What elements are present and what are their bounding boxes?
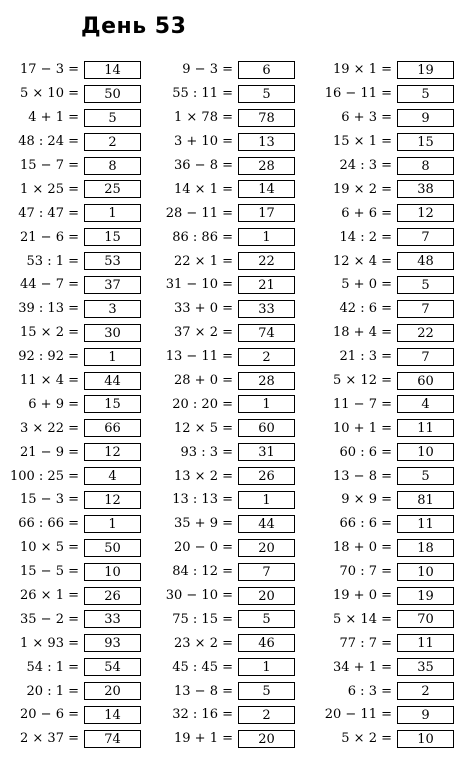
answer-box[interactable]: 81 bbox=[397, 491, 454, 509]
problem-expression: 16 − 11 = bbox=[324, 86, 392, 102]
page-title: День 53 bbox=[81, 14, 187, 39]
problem-expression: 35 + 9 = bbox=[174, 516, 233, 532]
problem-expression: 53 : 1 = bbox=[26, 253, 79, 269]
answer-box[interactable]: 9 bbox=[397, 706, 454, 724]
problem-expression: 12 × 4 = bbox=[333, 253, 392, 269]
answer-box[interactable]: 10 bbox=[397, 563, 454, 581]
answer-box[interactable]: 35 bbox=[397, 658, 454, 676]
problem-expression: 28 − 11 = bbox=[165, 205, 233, 221]
answer-box[interactable]: 20 bbox=[238, 730, 295, 748]
problem-expression: 20 − 6 = bbox=[20, 707, 79, 723]
problem-row bbox=[0, 154, 454, 178]
answer-box[interactable]: 14 bbox=[84, 61, 141, 79]
answer-box[interactable]: 10 bbox=[397, 730, 454, 748]
answer-box[interactable]: 44 bbox=[84, 372, 141, 390]
problem-expression: 9 − 3 = bbox=[182, 62, 233, 78]
answer-box[interactable]: 50 bbox=[84, 539, 141, 557]
problem-row bbox=[0, 727, 454, 751]
answer-box[interactable]: 22 bbox=[238, 252, 295, 270]
problem-expression: 75 : 15 = bbox=[172, 611, 233, 627]
answer-box[interactable]: 19 bbox=[397, 587, 454, 605]
problem-expression: 6 + 6 = bbox=[341, 205, 392, 221]
answer-box[interactable]: 21 bbox=[238, 276, 295, 294]
answer-box[interactable]: 1 bbox=[238, 491, 295, 509]
answer-box[interactable]: 66 bbox=[84, 419, 141, 437]
problem-row bbox=[0, 82, 454, 106]
answer-box[interactable]: 78 bbox=[238, 109, 295, 127]
problem-expression: 20 − 0 = bbox=[174, 540, 233, 556]
answer-box[interactable]: 1 bbox=[84, 515, 141, 533]
problem-expression: 20 : 20 = bbox=[172, 396, 233, 412]
problem-expression: 86 : 86 = bbox=[172, 229, 233, 245]
problem-expression: 66 : 66 = bbox=[18, 516, 79, 532]
problem-expression: 21 : 3 = bbox=[339, 349, 392, 365]
answer-box[interactable]: 3 bbox=[84, 300, 141, 318]
problem-expression: 5 × 12 = bbox=[333, 373, 392, 389]
problem-expression: 1 × 25 = bbox=[20, 181, 79, 197]
answer-box[interactable]: 1 bbox=[84, 348, 141, 366]
problem-row bbox=[0, 392, 454, 416]
problem-expression: 93 : 3 = bbox=[180, 444, 233, 460]
answer-box[interactable]: 74 bbox=[238, 324, 295, 342]
answer-box[interactable]: 26 bbox=[84, 587, 141, 605]
answer-box[interactable]: 53 bbox=[84, 252, 141, 270]
answer-box[interactable]: 5 bbox=[238, 682, 295, 700]
problem-expression: 13 − 11 = bbox=[165, 349, 233, 365]
answer-box[interactable]: 74 bbox=[84, 730, 141, 748]
problem-row bbox=[0, 106, 454, 130]
problem-expression: 18 + 0 = bbox=[333, 540, 392, 556]
problem-expression: 2 × 37 = bbox=[20, 731, 79, 747]
answer-box[interactable]: 31 bbox=[238, 443, 295, 461]
problem-expression: 15 − 3 = bbox=[20, 492, 79, 508]
problem-expression: 54 : 1 = bbox=[26, 659, 79, 675]
answer-box[interactable]: 70 bbox=[397, 610, 454, 628]
problem-expression: 19 + 1 = bbox=[174, 731, 233, 747]
problem-expression: 42 : 6 = bbox=[339, 301, 392, 317]
problem-expression: 19 × 1 = bbox=[333, 62, 392, 78]
problem-expression: 84 : 12 = bbox=[172, 564, 233, 580]
problem-expression: 1 × 78 = bbox=[174, 110, 233, 126]
problem-row bbox=[0, 130, 454, 154]
answer-box[interactable]: 20 bbox=[84, 682, 141, 700]
answer-box[interactable]: 2 bbox=[238, 706, 295, 724]
problem-expression: 66 : 6 = bbox=[339, 516, 392, 532]
problem-expression: 32 : 16 = bbox=[172, 707, 233, 723]
problem-expression: 24 : 3 = bbox=[339, 158, 392, 173]
answer-box[interactable]: 15 bbox=[84, 228, 141, 246]
problem-expression: 15 − 5 = bbox=[20, 564, 79, 580]
answer-box[interactable]: 15 bbox=[84, 395, 141, 413]
answer-box[interactable]: 18 bbox=[397, 539, 454, 557]
problem-expression: 33 + 0 = bbox=[174, 301, 233, 317]
problem-expression: 6 + 9 = bbox=[28, 396, 79, 412]
problem-expression: 28 + 0 = bbox=[174, 373, 233, 389]
problem-row bbox=[0, 297, 454, 321]
problem-row bbox=[0, 464, 454, 488]
problem-row bbox=[0, 225, 454, 249]
answer-box[interactable]: 11 bbox=[397, 634, 454, 652]
problem-expression: 3 × 22 = bbox=[20, 420, 79, 436]
problem-expression: 34 + 1 = bbox=[333, 659, 392, 675]
problem-row bbox=[0, 440, 454, 464]
answer-box[interactable]: 38 bbox=[397, 180, 454, 198]
problem-expression: 19 + 0 = bbox=[333, 588, 392, 604]
answer-box[interactable]: 26 bbox=[238, 467, 295, 485]
answer-box[interactable]: 60 bbox=[238, 419, 295, 437]
problem-expression: 15 × 2 = bbox=[20, 325, 79, 341]
problem-expression: 5 + 0 = bbox=[341, 277, 392, 293]
problem-expression: 48 : 24 = bbox=[18, 134, 79, 150]
answer-box[interactable]: 5 bbox=[397, 276, 454, 294]
problem-expression: 20 − 11 = bbox=[324, 707, 392, 723]
problem-expression: 55 : 11 = bbox=[172, 86, 233, 102]
answer-box[interactable]: 28 bbox=[238, 157, 295, 175]
answer-box[interactable]: 8 bbox=[397, 157, 454, 175]
problem-row bbox=[0, 631, 454, 655]
answer-box[interactable]: 1 bbox=[238, 395, 295, 413]
answer-box[interactable]: 30 bbox=[84, 324, 141, 342]
problem-expression: 47 : 47 = bbox=[18, 205, 79, 221]
answer-box[interactable]: 33 bbox=[84, 610, 141, 628]
answer-box[interactable]: 7 bbox=[397, 348, 454, 366]
problem-expression: 31 − 10 = bbox=[165, 277, 233, 293]
problem-expression: 13 × 2 = bbox=[174, 468, 233, 484]
problem-expression: 18 + 4 = bbox=[333, 325, 392, 341]
problem-expression: 39 : 13 = bbox=[18, 301, 79, 317]
problem-column-3 bbox=[0, 58, 454, 751]
answer-box[interactable]: 12 bbox=[397, 204, 454, 222]
problem-expression: 70 : 7 = bbox=[339, 564, 392, 580]
problem-row bbox=[0, 416, 454, 440]
answer-box[interactable]: 7 bbox=[238, 563, 295, 581]
answer-box[interactable]: 54 bbox=[84, 658, 141, 676]
problem-expression: 23 × 2 = bbox=[174, 635, 233, 651]
answer-box[interactable]: 37 bbox=[84, 276, 141, 294]
answer-box[interactable]: 7 bbox=[397, 300, 454, 318]
problem-expression: 17 − 3 = bbox=[20, 62, 79, 78]
problem-row bbox=[0, 560, 454, 584]
problem-expression: 6 : 3 = bbox=[347, 683, 392, 699]
answer-box[interactable]: 33 bbox=[238, 300, 295, 318]
problem-expression: 13 − 8 = bbox=[174, 683, 233, 699]
answer-box[interactable]: 14 bbox=[238, 180, 295, 198]
problem-row bbox=[0, 201, 454, 225]
answer-box[interactable]: 12 bbox=[84, 443, 141, 461]
answer-box[interactable]: 6 bbox=[238, 61, 295, 79]
answer-box[interactable]: 5 bbox=[397, 85, 454, 103]
problem-row bbox=[0, 512, 454, 536]
problem-expression: 9 × 9 = bbox=[341, 492, 392, 508]
problem-expression: 5 × 10 = bbox=[20, 86, 79, 102]
problem-expression: 60 : 6 = bbox=[339, 444, 392, 460]
problem-row bbox=[0, 273, 454, 297]
problem-row bbox=[0, 58, 454, 82]
problem-expression: 26 × 1 = bbox=[20, 588, 79, 604]
answer-box[interactable]: 5 bbox=[397, 467, 454, 485]
problem-expression: 36 − 8 = bbox=[174, 158, 233, 173]
answer-box[interactable]: 2 bbox=[397, 682, 454, 700]
answer-box[interactable]: 7 bbox=[397, 228, 454, 246]
answer-box[interactable]: 10 bbox=[84, 563, 141, 581]
answer-box[interactable]: 15 bbox=[397, 133, 454, 151]
problem-expression: 3 + 10 = bbox=[174, 134, 233, 150]
problem-expression: 44 − 7 = bbox=[20, 277, 79, 293]
problem-expression: 35 − 2 = bbox=[20, 611, 79, 627]
answer-box[interactable]: 44 bbox=[238, 515, 295, 533]
answer-box[interactable]: 5 bbox=[238, 85, 295, 103]
answer-box[interactable]: 93 bbox=[84, 634, 141, 652]
problem-expression: 12 × 5 = bbox=[174, 420, 233, 436]
problem-row bbox=[0, 488, 454, 512]
problem-row bbox=[0, 369, 454, 393]
problem-expression: 4 + 1 = bbox=[28, 110, 79, 126]
problem-row bbox=[0, 679, 454, 703]
problem-expression: 15 × 1 = bbox=[333, 134, 392, 150]
problem-expression: 30 − 10 = bbox=[165, 588, 233, 604]
problem-expression: 100 : 25 = bbox=[9, 468, 79, 484]
problem-row bbox=[0, 584, 454, 608]
answer-box[interactable]: 1 bbox=[84, 204, 141, 222]
answer-box[interactable]: 48 bbox=[397, 252, 454, 270]
answer-box[interactable]: 14 bbox=[84, 706, 141, 724]
answer-box[interactable]: 11 bbox=[397, 419, 454, 437]
answer-box[interactable]: 13 bbox=[238, 133, 295, 151]
problem-expression: 15 − 7 = bbox=[20, 158, 79, 173]
problem-expression: 45 : 45 = bbox=[172, 659, 233, 675]
problem-expression: 11 − 7 = bbox=[333, 396, 392, 412]
problem-row bbox=[0, 703, 454, 727]
problem-expression: 37 × 2 = bbox=[174, 325, 233, 341]
problem-expression: 13 − 8 = bbox=[333, 468, 392, 484]
problem-expression: 14 : 2 = bbox=[339, 229, 392, 245]
problem-expression: 6 + 3 = bbox=[341, 110, 392, 126]
problem-row bbox=[0, 345, 454, 369]
answer-box[interactable]: 50 bbox=[84, 85, 141, 103]
problem-row bbox=[0, 536, 454, 560]
problem-expression: 21 − 6 = bbox=[20, 229, 79, 245]
answer-box[interactable]: 11 bbox=[397, 515, 454, 533]
problem-expression: 13 : 13 = bbox=[172, 492, 233, 508]
problem-expression: 5 × 14 = bbox=[333, 611, 392, 627]
problem-expression: 10 × 5 = bbox=[20, 540, 79, 556]
problem-expression: 19 × 2 = bbox=[333, 181, 392, 197]
problem-row bbox=[0, 177, 454, 201]
problem-row bbox=[0, 321, 454, 345]
problem-expression: 11 × 4 = bbox=[20, 373, 79, 389]
answer-box[interactable]: 2 bbox=[84, 133, 141, 151]
answer-box[interactable]: 5 bbox=[84, 109, 141, 127]
answer-box[interactable]: 10 bbox=[397, 443, 454, 461]
problem-expression: 22 × 1 = bbox=[174, 253, 233, 269]
answer-box[interactable]: 4 bbox=[397, 395, 454, 413]
answer-box[interactable]: 60 bbox=[397, 372, 454, 390]
answer-box[interactable]: 20 bbox=[238, 539, 295, 557]
answer-box[interactable]: 2 bbox=[238, 348, 295, 366]
problem-expression: 21 − 9 = bbox=[20, 444, 79, 460]
answer-box[interactable]: 1 bbox=[238, 658, 295, 676]
problem-row bbox=[0, 607, 454, 631]
answer-box[interactable]: 17 bbox=[238, 204, 295, 222]
problem-row bbox=[0, 655, 454, 679]
answer-box[interactable]: 19 bbox=[397, 61, 454, 79]
problem-row bbox=[0, 249, 454, 273]
answer-box[interactable]: 8 bbox=[84, 157, 141, 175]
answer-box[interactable]: 28 bbox=[238, 372, 295, 390]
answer-box[interactable]: 46 bbox=[238, 634, 295, 652]
answer-box[interactable]: 22 bbox=[397, 324, 454, 342]
problem-expression: 10 + 1 = bbox=[333, 420, 392, 436]
problem-expression: 14 × 1 = bbox=[174, 181, 233, 197]
problem-expression: 5 × 2 = bbox=[341, 731, 392, 747]
answer-box[interactable]: 5 bbox=[238, 610, 295, 628]
answer-box[interactable]: 25 bbox=[84, 180, 141, 198]
problem-expression: 92 : 92 = bbox=[18, 349, 79, 365]
problem-expression: 77 : 7 = bbox=[339, 635, 392, 651]
problem-expression: 20 : 1 = bbox=[26, 683, 79, 699]
answer-box[interactable]: 12 bbox=[84, 491, 141, 509]
answer-box[interactable]: 4 bbox=[84, 467, 141, 485]
answer-box[interactable]: 9 bbox=[397, 109, 454, 127]
problem-expression: 1 × 93 = bbox=[20, 635, 79, 651]
answer-box[interactable]: 20 bbox=[238, 587, 295, 605]
answer-box[interactable]: 1 bbox=[238, 228, 295, 246]
